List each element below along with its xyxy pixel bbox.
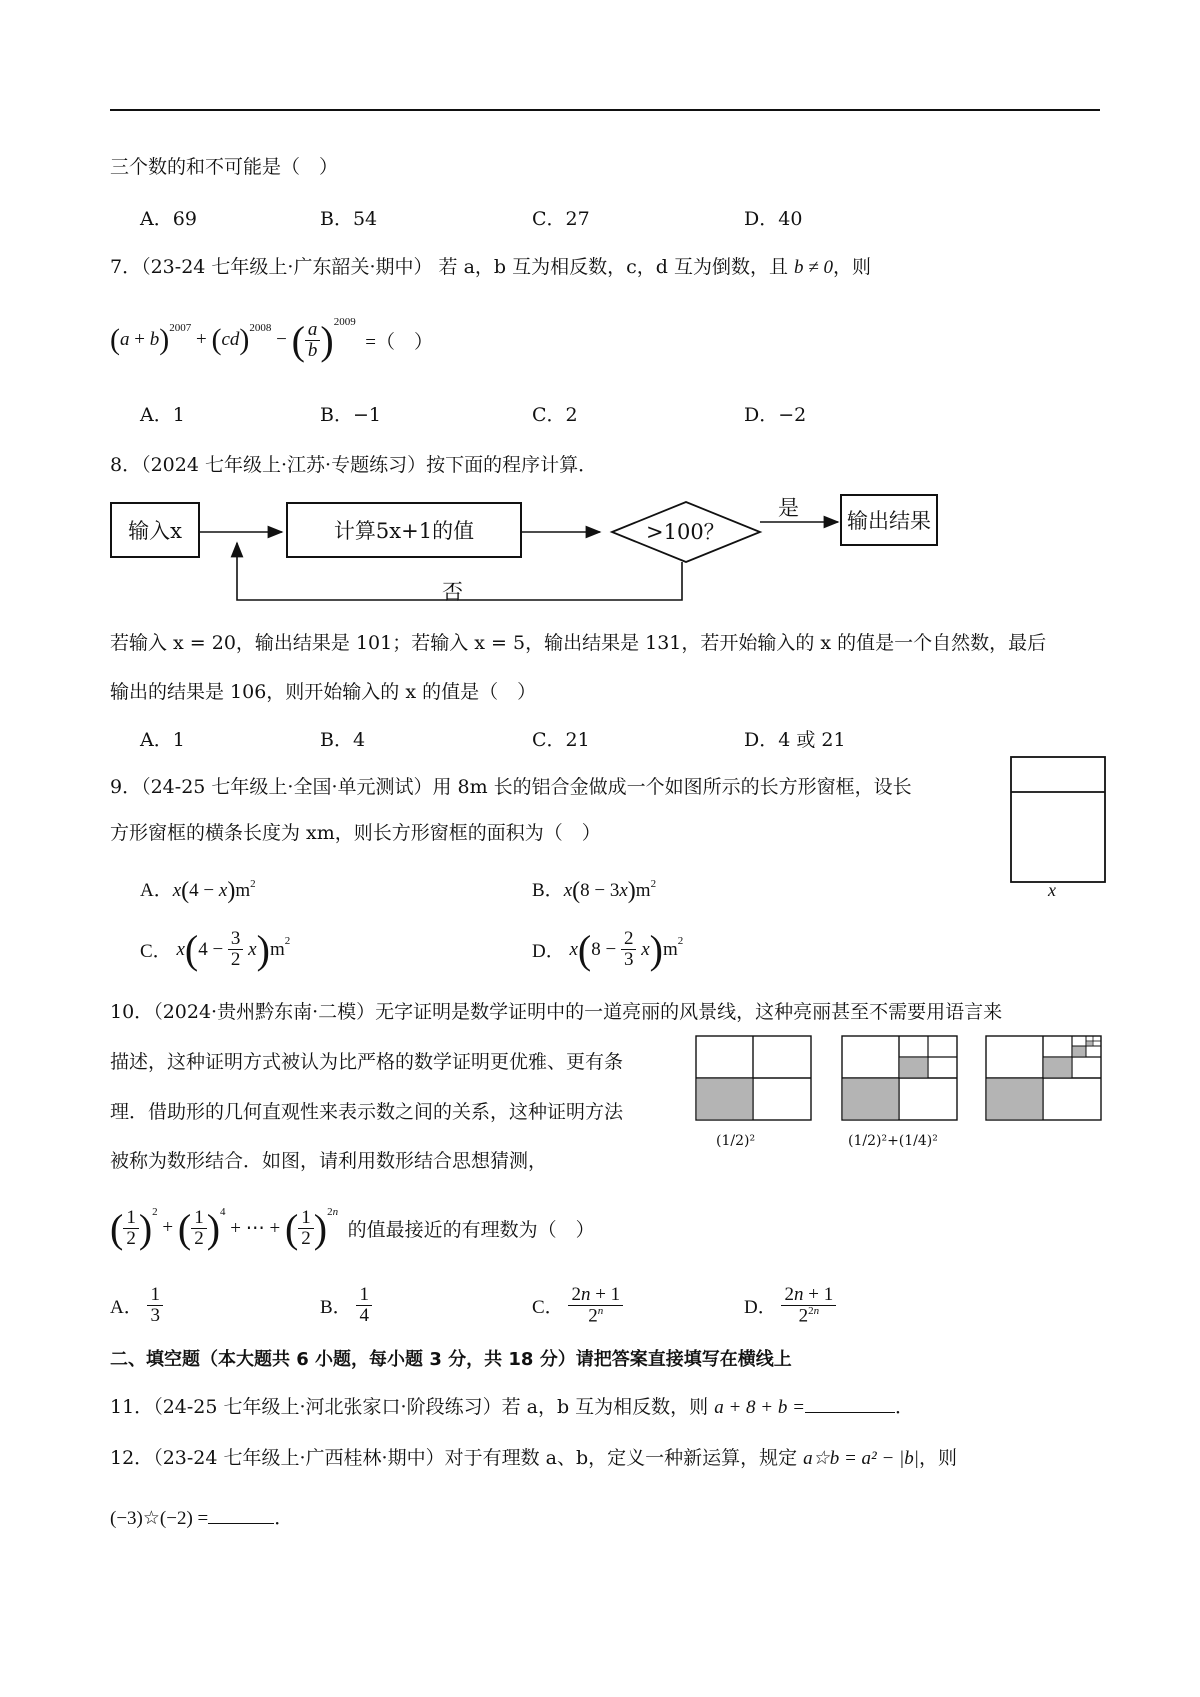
q6-option-b[interactable]: B．54 [320, 208, 378, 230]
q9-number: 9． [110, 776, 142, 798]
q8-flow-input: 输入x [110, 502, 200, 558]
q12-line: 12．（23-24 七年级上·广西桂林·期中）对于有理数 a、b，定义一种新运算，规定 a☆b = a² − |b|，则 [110, 1447, 958, 1469]
q7-stem-end: ，则 [832, 256, 871, 278]
q8-flow-no: 否 [442, 580, 463, 604]
q9-window-frame-figure [1010, 756, 1106, 884]
q10-stem-line4: 被称为数形结合．如图，请利用数形结合思想猜测， [110, 1150, 548, 1172]
q11-expr: a + 8 + b = [714, 1397, 805, 1418]
q11-answer-blank[interactable] [805, 1394, 895, 1413]
q8-desc-line2: 输出的结果是 106，则开始输入的 x 的值是（ ） [110, 681, 537, 703]
q9-figure-label: x [1048, 880, 1056, 900]
q10-figure-2 [842, 1036, 957, 1120]
q9-option-b[interactable]: B．$x(8 - 3x)m^2$ [532, 878, 657, 905]
q7-stem: 若 a，b 互为相反数，c，d 互为倒数，且 [438, 256, 788, 278]
q10-stem-line1: 10．（2024·贵州黔东南·二模）无字证明是数学证明中的一道亮丽的风景线，这种亮丽甚至不需要用语言来 [110, 1001, 1003, 1023]
q8-stem: 按下面的程序计算． [426, 454, 598, 476]
q10-fig-label-2: (1/2)²+(1/4)² [848, 1133, 938, 1149]
q8-flow-yes: 是 [778, 496, 799, 520]
q8-number: 8． [110, 454, 142, 476]
q10-number: 10． [110, 1001, 154, 1023]
q11-source: （24-25 七年级上·河北张家口·阶段练习） [153, 1396, 502, 1418]
q11-line: 11．（24-25 七年级上·河北张家口·阶段练习）若 a，b 互为相反数，则 a + 8 + b = ． [110, 1396, 914, 1418]
q8-flow-output: 输出结果 [840, 494, 938, 546]
q7-option-a[interactable]: A．1 [140, 404, 185, 426]
q6-option-d[interactable]: D．40 [744, 208, 803, 230]
q9-option-a[interactable]: A．$x(4 - x)m^2$ [140, 878, 256, 905]
q9-stem-line2: 方形窗框的横条长度为 xm，则长方形窗框的面积为（ ） [110, 822, 601, 844]
q10-stem-line3: 理．借助形的几何直观性来表示数之间的关系，这种证明方法 [110, 1101, 624, 1123]
header-rule [110, 109, 1100, 111]
q10-option-c[interactable]: C． $\frac{2n + 1}{2^n}$ [532, 1285, 623, 1326]
q8-stem-line [110, 450, 597, 477]
q8-source: （2024 七年级上·江苏·专题练习） [141, 454, 427, 476]
q10-figure-3 [986, 1036, 1101, 1120]
q9-option-c[interactable]: C． x ( 4 − $\frac{3}{2}$ x ) m 2 [140, 927, 291, 972]
q12-source: （23-24 七年级上·广西桂林·期中） [153, 1447, 445, 1469]
section-2-title: 二、填空题（本大题共 6 小题，每小题 3 分，共 18 分）请把答案直接填写在横线上 [110, 1349, 792, 1370]
q7-expression: ( a + b ) 2007 + ( cd ) 2008 − ( $\frac{a}{b}$ ) 2009 =（ ） [110, 316, 433, 363]
q12-expr: (−3)☆(−2) = [110, 1508, 209, 1529]
q7-stem-line [110, 252, 871, 279]
q8-option-a[interactable]: A．1 [140, 729, 185, 751]
q9-source: （24-25 七年级上·全国·单元测试） [141, 776, 433, 798]
q10-source: （2024·贵州黔东南·二模） [153, 1001, 376, 1023]
q8-desc-line1: 若输入 x = 20，输出结果是 101；若输入 x = 5，输出结果是 131，若开始输入的 x 的值是一个自然数，最后 [110, 632, 1047, 654]
q10-fig-label-1: (1/2)² [716, 1133, 756, 1149]
q9-stem-line1 [110, 772, 912, 799]
q12-expr-line: (−3)☆(−2) = ． [110, 1503, 293, 1530]
q7-source: （23-24 七年级上·广东韶关·期中） [141, 256, 433, 278]
q8-option-d[interactable]: D．4 或 21 [744, 729, 846, 751]
q6-stem-tail: 三个数的和不可能是（ ） [110, 156, 339, 178]
q8-option-b[interactable]: B．4 [320, 729, 366, 751]
q12-number: 12． [110, 1447, 154, 1469]
q10-square-figures [695, 1035, 1105, 1121]
q8-option-c[interactable]: C．21 [532, 729, 590, 751]
q7-number: 7． [110, 256, 142, 278]
q10-option-a[interactable]: A． $\frac{1}{3}$ [110, 1285, 163, 1326]
q7-option-c[interactable]: C．2 [532, 404, 578, 426]
q6-option-a[interactable]: A．69 [140, 208, 197, 230]
q6-option-c[interactable]: C．27 [532, 208, 590, 230]
q10-series: ( $\frac{1}{2}$ ) 2 + ( $\frac{1}{2}$ ) 4 + ⋯ + ( $\frac{1}{2}$ ) 2n 的值最接近的有理数为（ ） [110, 1205, 595, 1251]
q10-option-d[interactable]: D． $\frac{2n + 1}{2^{2n}}$ [744, 1285, 836, 1326]
q8-flow-compute: 计算5x+1的值 [286, 502, 522, 558]
q9-stem-line1-text: 用 8m 长的铝合金做成一个如图所示的长方形窗框，设长 [432, 776, 912, 798]
q9-option-d[interactable]: D． x ( 8 − $\frac{2}{3}$ x ) m 2 [532, 927, 684, 972]
q10-figure-1 [696, 1036, 811, 1120]
q7-condition: b ≠ 0 [794, 257, 833, 278]
q7-option-d[interactable]: D．−2 [744, 404, 807, 426]
q11-number: 11． [110, 1396, 154, 1418]
q8-flow-decision: >100？ [646, 520, 725, 544]
q10-option-b[interactable]: B． $\frac{1}{4}$ [320, 1285, 372, 1326]
q7-option-b[interactable]: B．−1 [320, 404, 381, 426]
q10-stem-line2: 描述，这种证明方式被认为比严格的数学证明更优雅、更有条 [110, 1051, 624, 1073]
q11-stem: 若 a，b 互为相反数，则 [501, 1396, 709, 1418]
q12-answer-blank[interactable] [208, 1505, 274, 1524]
q12-stem: 对于有理数 a、b，定义一种新运算，规定 [444, 1447, 798, 1469]
q12-rule: a☆b = a² − |b| [803, 1448, 919, 1469]
